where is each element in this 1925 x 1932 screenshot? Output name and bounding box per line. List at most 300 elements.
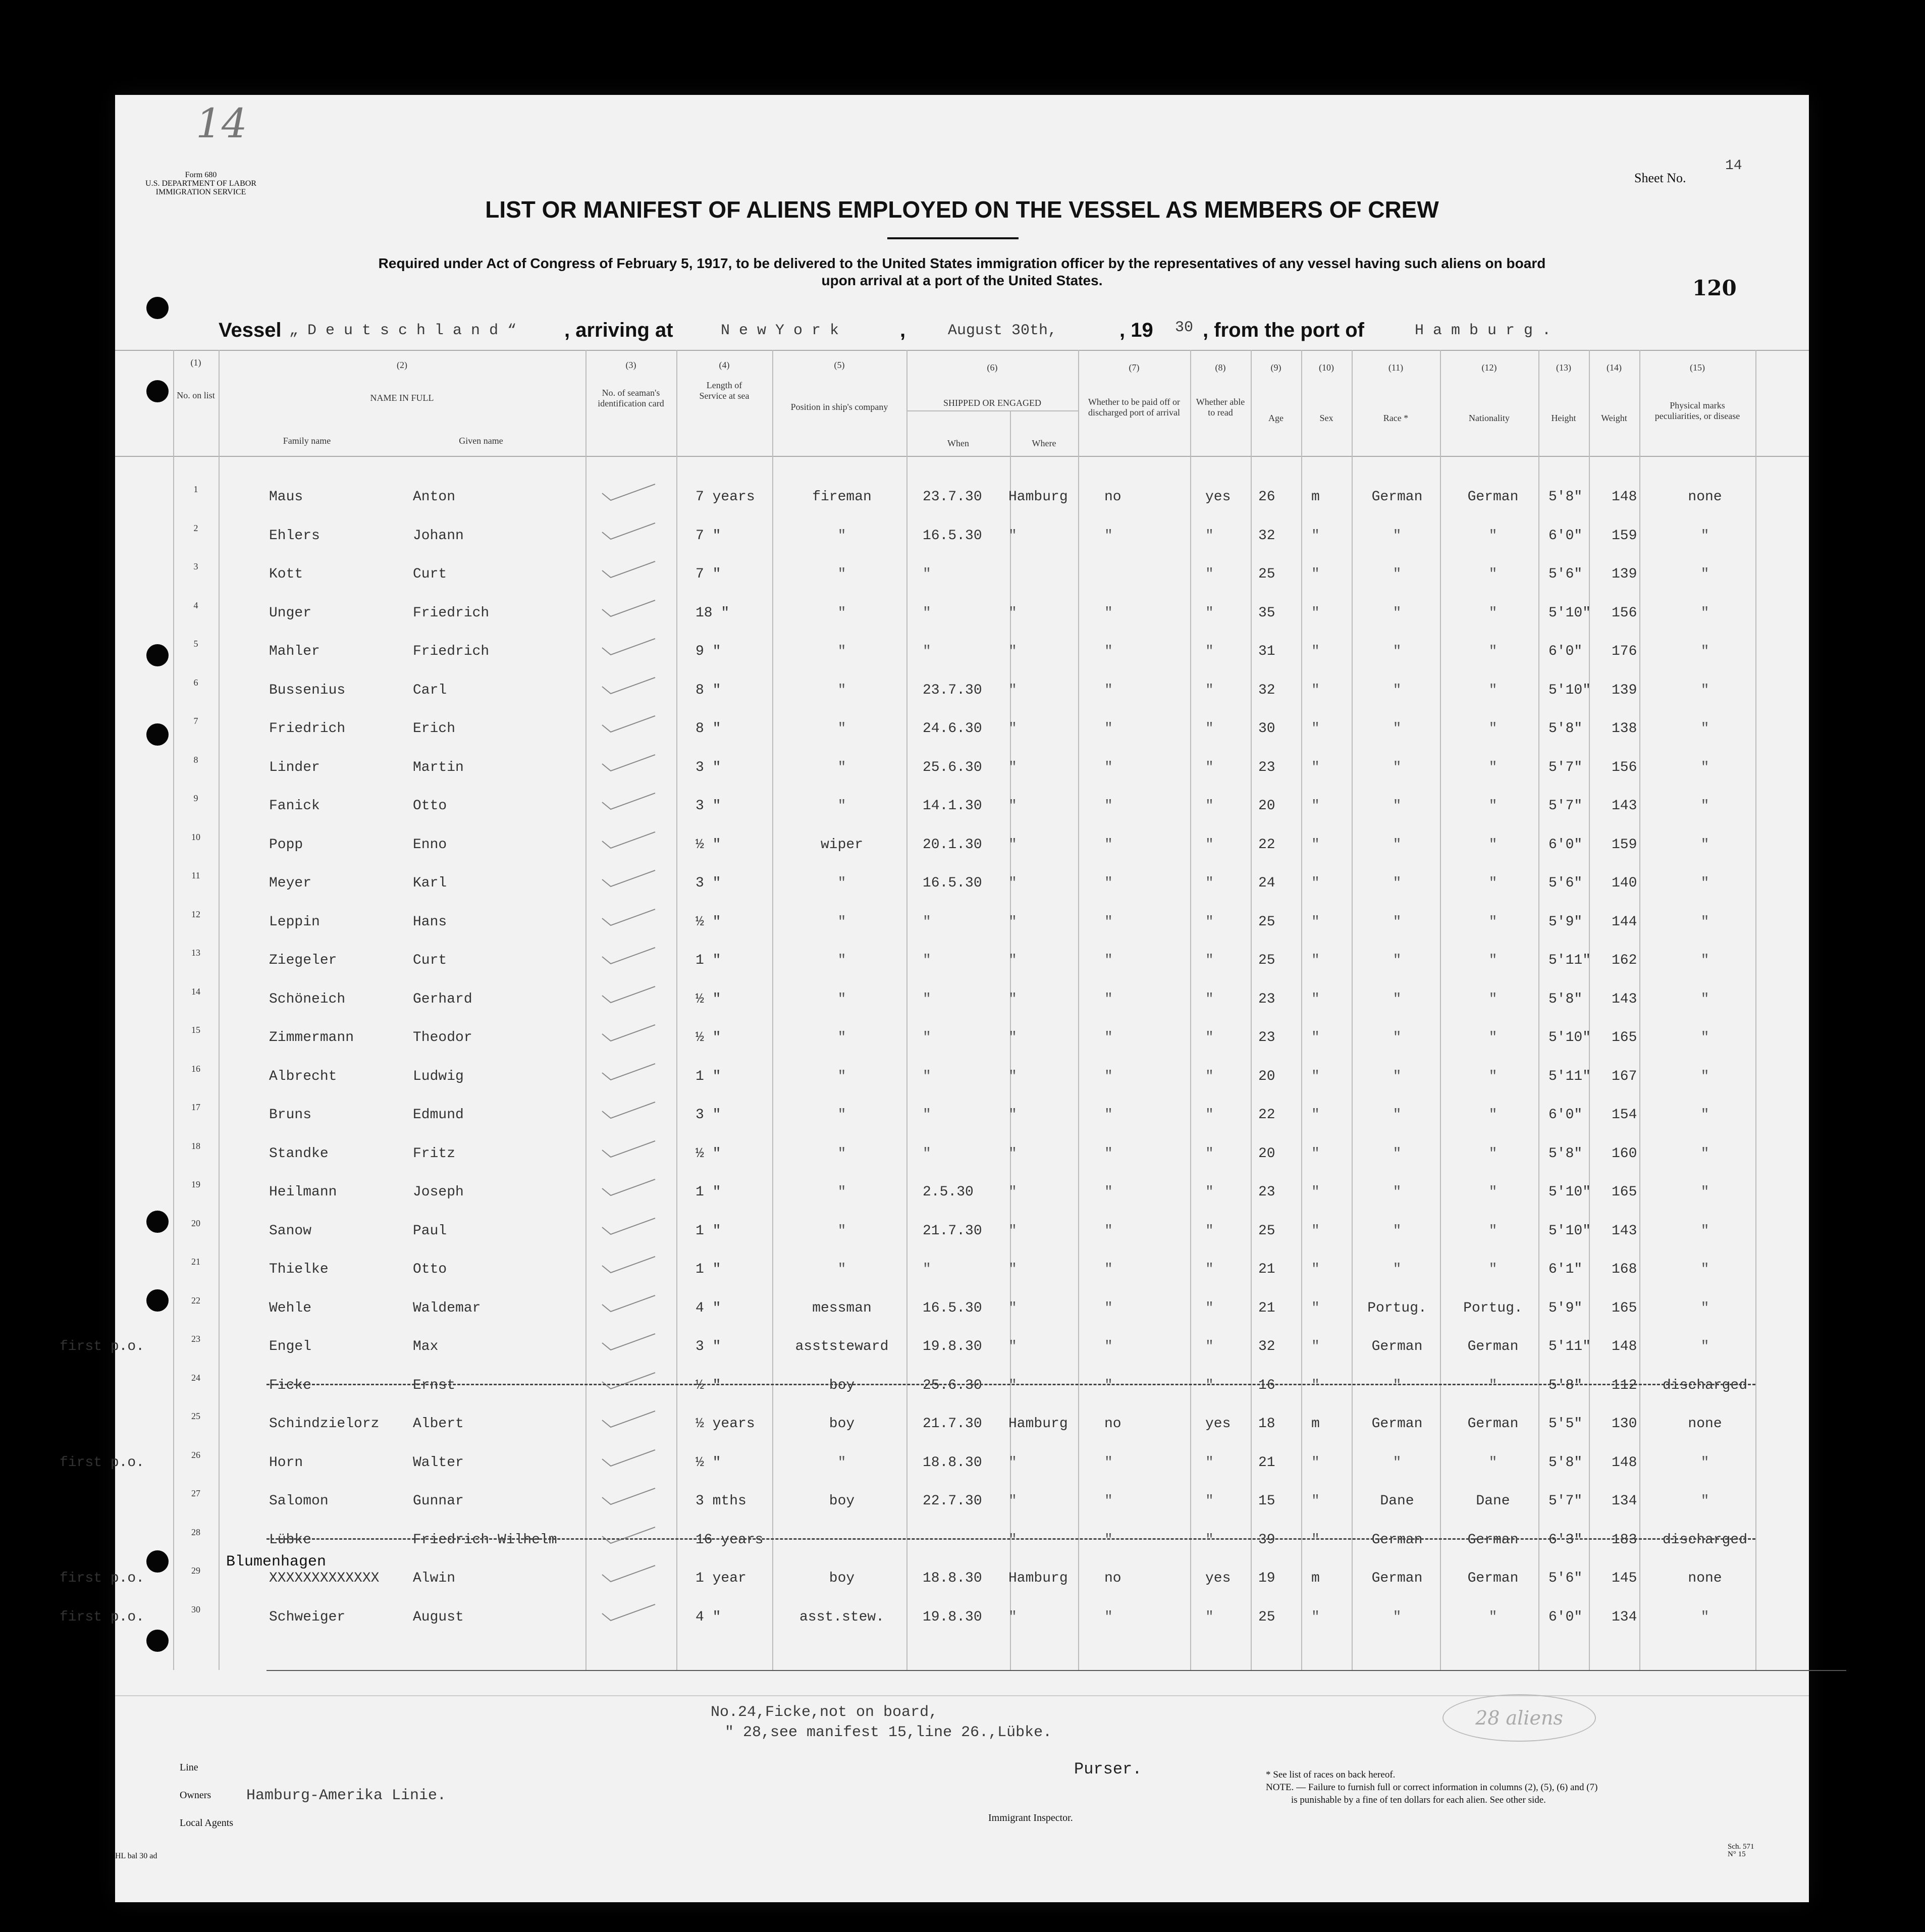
cell-where: " bbox=[1008, 759, 1017, 775]
crew-row bbox=[115, 1259, 1809, 1289]
handwritten-page-number: 14 bbox=[196, 100, 247, 147]
cell-paid: " bbox=[1104, 1030, 1113, 1046]
cell-family: Mahler bbox=[269, 644, 320, 659]
crew-row bbox=[60, 1604, 1809, 1637]
cell-paid: no bbox=[1104, 1416, 1121, 1432]
cell-height: 5'6" bbox=[1548, 1571, 1583, 1586]
cell-n: 5 bbox=[193, 639, 198, 649]
check-mark-icon bbox=[600, 1255, 660, 1275]
cell-given: Erich bbox=[413, 721, 456, 737]
cell-race: " bbox=[1393, 1107, 1402, 1123]
cell-race: " bbox=[1393, 759, 1402, 775]
printer-mark: HL bal 30 ad bbox=[115, 1852, 157, 1860]
cell-when: 16.5.30 bbox=[923, 875, 982, 891]
check-mark-icon bbox=[600, 830, 660, 850]
local-agents-label: Local Agents bbox=[180, 1817, 234, 1829]
cell-position: " bbox=[837, 1454, 846, 1471]
cell-n: 30 bbox=[191, 1604, 200, 1614]
cell-family: Wehle bbox=[269, 1300, 312, 1316]
cell-service: 3 " bbox=[696, 1339, 721, 1354]
cell-weight: 143 bbox=[1612, 1223, 1637, 1239]
cell-height: 6'0" bbox=[1548, 528, 1583, 544]
cell-paid: " bbox=[1104, 1532, 1113, 1548]
cell-where: " bbox=[1008, 1532, 1017, 1548]
cell-pre: first p.o. bbox=[60, 1609, 145, 1625]
cell-n: 9 bbox=[193, 793, 198, 803]
cell-read: yes bbox=[1205, 1416, 1231, 1432]
cell-where: " bbox=[1008, 1184, 1017, 1200]
cell-position: " bbox=[837, 528, 846, 544]
cell-read: " bbox=[1205, 566, 1214, 582]
cell-read: yes bbox=[1205, 1571, 1231, 1586]
cell-given: Friedrich Wilhelm bbox=[413, 1532, 557, 1548]
cell-position: " bbox=[837, 759, 846, 775]
cell-read: " bbox=[1205, 1609, 1214, 1625]
cell-sex: " bbox=[1311, 1377, 1320, 1393]
cell-given: Ludwig bbox=[413, 1068, 464, 1084]
cell-read: " bbox=[1205, 1223, 1214, 1239]
cell-given: Theodor bbox=[413, 1030, 472, 1046]
handwritten-alien-count: 28 aliens bbox=[1442, 1694, 1596, 1742]
cell-when: " bbox=[923, 644, 931, 659]
race-note: * See list of races on back hereof. bbox=[1266, 1769, 1396, 1780]
cell-when: 16.5.30 bbox=[923, 528, 982, 544]
check-mark-icon bbox=[600, 521, 660, 541]
cell-position: asst.stew. bbox=[799, 1609, 885, 1625]
cell-read: yes bbox=[1205, 489, 1231, 505]
cell-n: 13 bbox=[191, 948, 200, 958]
page-title: LIST OR MANIFEST OF ALIENS EMPLOYED ON THE VESSEL AS MEMBERS OF CREW bbox=[485, 196, 1439, 223]
crew-row bbox=[115, 1220, 1809, 1250]
cell-n: 25 bbox=[191, 1411, 200, 1421]
sheet-number: 14 bbox=[1725, 158, 1742, 174]
cell-n: 15 bbox=[191, 1025, 200, 1035]
given-name-header: Given name bbox=[459, 436, 503, 446]
cell-service: 16 years bbox=[696, 1532, 764, 1548]
cell-sex: " bbox=[1311, 1030, 1320, 1046]
cell-nat: Portug. bbox=[1463, 1300, 1523, 1316]
cell-race: " bbox=[1393, 1609, 1402, 1625]
crew-row bbox=[115, 872, 1809, 903]
cell-family: Fanick bbox=[269, 798, 320, 814]
crew-row bbox=[60, 1334, 1809, 1366]
cell-weight: 165 bbox=[1612, 1184, 1637, 1200]
col-7-number: (7) bbox=[1129, 362, 1140, 373]
cell-height: 6'3" bbox=[1548, 1532, 1583, 1548]
cell-paid: " bbox=[1104, 1377, 1113, 1393]
cell-family: Linder bbox=[269, 759, 320, 775]
cell-service: 3 " bbox=[696, 759, 721, 775]
cell-age: 25 bbox=[1258, 1223, 1275, 1239]
cell-nat: " bbox=[1488, 682, 1498, 698]
cell-position: asststeward bbox=[795, 1339, 889, 1354]
cell-service: 4 " bbox=[696, 1300, 721, 1316]
cell-height: 5'6" bbox=[1548, 566, 1583, 582]
cell-marks: " bbox=[1700, 682, 1709, 698]
cell-weight: 134 bbox=[1612, 1609, 1637, 1625]
crew-row bbox=[115, 1372, 1809, 1405]
crew-row bbox=[115, 988, 1809, 1019]
cell-height: 6'0" bbox=[1548, 1107, 1583, 1123]
cell-marks: " bbox=[1700, 798, 1709, 814]
check-mark-icon bbox=[600, 1371, 660, 1391]
cell-age: 23 bbox=[1258, 759, 1275, 775]
cell-weight: 143 bbox=[1612, 991, 1637, 1007]
cell-paid: " bbox=[1104, 605, 1113, 621]
cell-read: " bbox=[1205, 837, 1214, 853]
cell-race: " bbox=[1393, 875, 1402, 891]
cell-when: " bbox=[923, 991, 931, 1007]
check-mark-icon bbox=[600, 675, 660, 696]
cell-service: 3 " bbox=[696, 1107, 721, 1123]
cell-family: Engel bbox=[269, 1339, 312, 1354]
cell-sex: " bbox=[1311, 1068, 1320, 1084]
check-mark-icon bbox=[600, 791, 660, 811]
cell-family: Sanow bbox=[269, 1223, 312, 1239]
col-15-header: Physical marks peculiarities, or disease bbox=[1654, 400, 1740, 421]
cell-marks: " bbox=[1700, 1068, 1709, 1084]
cell-nat: German bbox=[1467, 1416, 1519, 1432]
crew-row bbox=[115, 602, 1809, 633]
check-mark-icon bbox=[600, 1023, 660, 1043]
cell-sex: " bbox=[1311, 1145, 1320, 1162]
cell-age: 20 bbox=[1258, 1145, 1275, 1162]
cell-height: 5'10" bbox=[1548, 605, 1591, 621]
cell-sex: " bbox=[1311, 1609, 1320, 1625]
cell-height: 6'0" bbox=[1548, 1609, 1583, 1625]
subtitle-1: Required under Act of Congress of February 5, 1917, to be delivered to the United States immigration officer by the representatives of any vessel having such aliens on board bbox=[378, 255, 1546, 271]
cell-sex: " bbox=[1311, 953, 1320, 968]
cell-paid: " bbox=[1104, 953, 1113, 968]
cell-weight: 165 bbox=[1612, 1300, 1637, 1316]
cell-service: ½ " bbox=[696, 1145, 721, 1162]
cell-weight: 140 bbox=[1612, 875, 1637, 891]
cell-height: 5'7" bbox=[1548, 759, 1583, 775]
strike-through-line bbox=[266, 1538, 1755, 1541]
col-10-number: (10) bbox=[1319, 362, 1334, 373]
cell-age: 25 bbox=[1258, 914, 1275, 930]
cell-family: Heilmann bbox=[269, 1184, 337, 1200]
crew-row bbox=[115, 1063, 1809, 1096]
cell-paid: " bbox=[1104, 1493, 1113, 1509]
cell-n: 20 bbox=[191, 1218, 200, 1228]
cell-marks: " bbox=[1700, 953, 1709, 968]
cell-family: Bussenius bbox=[269, 682, 346, 698]
crew-row bbox=[115, 525, 1809, 555]
cell-n: 26 bbox=[191, 1449, 200, 1460]
cell-weight: 145 bbox=[1612, 1571, 1637, 1586]
cell-read: " bbox=[1205, 798, 1214, 814]
cell-read: " bbox=[1205, 1454, 1214, 1471]
col-13-header: Height bbox=[1551, 413, 1576, 423]
inspector-label: Immigrant Inspector. bbox=[988, 1812, 1073, 1823]
cell-marks: none bbox=[1688, 1571, 1722, 1586]
arrival-date: August 30th, bbox=[948, 322, 1057, 339]
cell-marks: none bbox=[1688, 1416, 1722, 1432]
cell-position: " bbox=[837, 1262, 846, 1277]
cell-when: " bbox=[923, 566, 931, 582]
cell-n: 6 bbox=[193, 677, 198, 688]
cell-where: " bbox=[1008, 528, 1017, 544]
cell-sex: " bbox=[1311, 605, 1320, 621]
cell-nat: " bbox=[1488, 1030, 1498, 1046]
cell-marks: discharged bbox=[1662, 1532, 1748, 1548]
cell-pre: first p.o. bbox=[60, 1571, 145, 1586]
cell-read: " bbox=[1205, 1107, 1214, 1123]
cell-service: ½ " bbox=[696, 991, 721, 1007]
crew-table-body bbox=[60, 95, 1809, 1695]
cell-weight: 176 bbox=[1612, 644, 1637, 659]
cell-paid: " bbox=[1104, 1609, 1113, 1625]
cell-service: 9 " bbox=[696, 644, 721, 659]
cell-position: " bbox=[837, 1107, 846, 1123]
cell-paid: " bbox=[1104, 721, 1113, 737]
cell-sex: " bbox=[1311, 682, 1320, 698]
col-8-header: Whether able to read bbox=[1196, 397, 1245, 417]
cell-age: 26 bbox=[1258, 489, 1275, 505]
cell-nat: " bbox=[1488, 1609, 1498, 1625]
cell-height: 5'10" bbox=[1548, 1030, 1591, 1046]
cell-age: 35 bbox=[1258, 605, 1275, 621]
cell-family: Popp bbox=[269, 837, 303, 853]
cell-age: 23 bbox=[1258, 1184, 1275, 1200]
cell-n: 12 bbox=[191, 909, 200, 919]
cell-nat: " bbox=[1488, 953, 1498, 968]
stamp-number: 120 bbox=[1692, 276, 1737, 300]
cell-nat: Dane bbox=[1476, 1493, 1510, 1509]
cell-marks: " bbox=[1700, 1454, 1709, 1471]
cell-n: 8 bbox=[193, 754, 198, 765]
cell-height: 5'10" bbox=[1548, 1223, 1591, 1239]
cell-service: ½ years bbox=[696, 1416, 755, 1432]
cell-service: 3 mths bbox=[696, 1493, 746, 1509]
cell-read: " bbox=[1205, 682, 1214, 698]
cell-race: German bbox=[1371, 1416, 1423, 1432]
cell-where: " bbox=[1008, 991, 1017, 1007]
cell-service: 3 " bbox=[696, 875, 721, 891]
cell-service: ½ " bbox=[696, 837, 721, 853]
crew-row bbox=[115, 795, 1809, 825]
cell-service: 7 " bbox=[696, 566, 721, 582]
cell-given: Ernst bbox=[413, 1377, 456, 1393]
cell-age: 21 bbox=[1258, 1300, 1275, 1316]
cell-where: " bbox=[1008, 682, 1017, 698]
schedule-mark-2: N° 15 bbox=[1728, 1850, 1746, 1858]
cell-where: " bbox=[1008, 644, 1017, 659]
cell-position: " bbox=[837, 875, 846, 891]
cell-race: " bbox=[1393, 1068, 1402, 1084]
cell-weight: 154 bbox=[1612, 1107, 1637, 1123]
cell-family: Horn bbox=[269, 1454, 303, 1471]
cell-nat: " bbox=[1488, 605, 1498, 621]
cell-marks: " bbox=[1700, 759, 1709, 775]
cell-when: 22.7.30 bbox=[923, 1493, 982, 1509]
cell-race: " bbox=[1393, 914, 1402, 930]
cell-family: Ficke bbox=[269, 1377, 312, 1393]
cell-pre: first p.o. bbox=[60, 1339, 145, 1354]
cell-given: August bbox=[413, 1609, 464, 1625]
cell-marks: " bbox=[1700, 1609, 1709, 1625]
cell-where: " bbox=[1008, 721, 1017, 737]
check-mark-icon bbox=[600, 1062, 660, 1082]
check-mark-icon bbox=[600, 1486, 660, 1506]
cell-where: " bbox=[1008, 1339, 1017, 1354]
cell-nat: " bbox=[1488, 837, 1498, 853]
cell-height: 5'7" bbox=[1548, 798, 1583, 814]
cell-height: 5'11" bbox=[1548, 953, 1591, 968]
cell-family: XXXXXXXXXXXXX bbox=[269, 1571, 380, 1586]
cell-race: " bbox=[1393, 991, 1402, 1007]
cell-race: German bbox=[1371, 1532, 1423, 1548]
cell-nat: " bbox=[1488, 1454, 1498, 1471]
cell-nat: " bbox=[1488, 1107, 1498, 1123]
cell-service: 1 " bbox=[696, 1184, 721, 1200]
cell-given: Fritz bbox=[413, 1145, 456, 1162]
col-2-number: (2) bbox=[397, 360, 407, 370]
cell-when: 25.6.30 bbox=[923, 759, 982, 775]
cell-when: " bbox=[923, 1145, 931, 1162]
cell-age: 18 bbox=[1258, 1416, 1275, 1432]
cell-given: Alwin bbox=[413, 1571, 456, 1586]
note-line-1: No.24,Ficke,not on board, bbox=[711, 1704, 938, 1721]
strike-through-line bbox=[266, 1384, 1755, 1386]
cell-family: Ehlers bbox=[269, 528, 320, 544]
cell-n: 3 bbox=[193, 561, 198, 571]
year-value: 30 bbox=[1175, 319, 1194, 336]
cell-race: " bbox=[1393, 1262, 1402, 1277]
cell-service: 3 " bbox=[696, 798, 721, 814]
check-mark-icon bbox=[600, 1177, 660, 1197]
crew-row bbox=[60, 1449, 1809, 1482]
check-mark-icon bbox=[600, 1100, 660, 1120]
cell-given: Johann bbox=[413, 528, 464, 544]
cell-when: " bbox=[923, 1107, 931, 1123]
penalty-note-2: is punishable by a fine of ten dollars for each alien. See other side. bbox=[1291, 1795, 1546, 1805]
cell-n: 27 bbox=[191, 1488, 200, 1498]
cell-given: Enno bbox=[413, 837, 447, 853]
cell-paid: " bbox=[1104, 837, 1113, 853]
cell-position: " bbox=[837, 682, 846, 698]
cell-given: Carl bbox=[413, 682, 447, 698]
cell-read: " bbox=[1205, 875, 1214, 891]
cell-n: 17 bbox=[191, 1102, 200, 1112]
cell-nat: " bbox=[1488, 991, 1498, 1007]
col-12-number: (12) bbox=[1481, 362, 1497, 373]
cell-race: " bbox=[1393, 1184, 1402, 1200]
cell-service: ½ " bbox=[696, 914, 721, 930]
cell-marks: " bbox=[1700, 875, 1709, 891]
cell-when: 20.1.30 bbox=[923, 837, 982, 853]
cell-nat: German bbox=[1467, 1571, 1519, 1586]
cell-when: 14.1.30 bbox=[923, 798, 982, 814]
col-9-number: (9) bbox=[1270, 362, 1281, 373]
cell-when: " bbox=[923, 1262, 931, 1277]
line-label: Line bbox=[180, 1762, 198, 1773]
cell-sex: " bbox=[1311, 1300, 1320, 1316]
cell-paid: " bbox=[1104, 1107, 1113, 1123]
cell-given: Walter bbox=[413, 1454, 464, 1471]
cell-age: 32 bbox=[1258, 1339, 1275, 1354]
form-id: Form 680 U.S. DEPARTMENT OF LABOR IMMIGRATION SERVICE bbox=[145, 171, 256, 196]
cell-family: Kott bbox=[269, 566, 303, 582]
cell-given: Max bbox=[413, 1339, 439, 1354]
check-mark-icon bbox=[600, 1409, 660, 1429]
cell-n: 11 bbox=[191, 870, 200, 880]
cell-sex: m bbox=[1311, 1416, 1320, 1432]
cell-service: 1 " bbox=[696, 1068, 721, 1084]
cell-when: 19.8.30 bbox=[923, 1339, 982, 1354]
cell-when: " bbox=[923, 1030, 931, 1046]
col-3-header: No. of seaman's identification card bbox=[598, 388, 664, 408]
cell-marks: " bbox=[1700, 1145, 1709, 1162]
cell-paid: " bbox=[1104, 1223, 1113, 1239]
cell-paid: " bbox=[1104, 644, 1113, 659]
check-mark-icon bbox=[600, 984, 660, 1005]
cell-paid: no bbox=[1104, 489, 1121, 505]
cell-n: 7 bbox=[193, 716, 198, 726]
cell-n: 14 bbox=[191, 986, 200, 997]
cell-race: " bbox=[1393, 528, 1402, 544]
note-line-2: " 28,see manifest 15,line 26.,Lübke. bbox=[725, 1724, 1052, 1741]
cell-read: " bbox=[1205, 1068, 1214, 1084]
cell-height: 5'8" bbox=[1548, 489, 1583, 505]
cell-age: 22 bbox=[1258, 1107, 1275, 1123]
cell-when: 21.7.30 bbox=[923, 1416, 982, 1432]
col-5-number: (5) bbox=[834, 360, 845, 370]
cell-marks: " bbox=[1700, 1300, 1709, 1316]
cell-given: Otto bbox=[413, 798, 447, 814]
vessel-label: Vessel bbox=[219, 319, 282, 341]
cell-given: Curt bbox=[413, 566, 447, 582]
cell-given: Martin bbox=[413, 759, 464, 775]
cell-nat: " bbox=[1488, 1184, 1498, 1200]
check-mark-icon bbox=[600, 637, 660, 657]
cell-position: boy bbox=[829, 1493, 855, 1509]
cell-read: " bbox=[1205, 1184, 1214, 1200]
cell-family: Schindzielorz bbox=[269, 1416, 380, 1432]
cell-age: 20 bbox=[1258, 798, 1275, 814]
cell-family: Leppin bbox=[269, 914, 320, 930]
footer-rule bbox=[115, 1695, 1809, 1696]
crew-row bbox=[115, 641, 1809, 671]
cell-weight: 148 bbox=[1612, 1339, 1637, 1354]
cell-height: 5'8" bbox=[1548, 1454, 1583, 1471]
cell-height: 5'7" bbox=[1548, 1493, 1583, 1509]
cell-position: boy bbox=[829, 1416, 855, 1432]
cell-weight: 162 bbox=[1612, 953, 1637, 968]
cell-sex: " bbox=[1311, 528, 1320, 544]
cell-sex: " bbox=[1311, 991, 1320, 1007]
cell-given: Gunnar bbox=[413, 1493, 464, 1509]
cell-read: " bbox=[1205, 1377, 1214, 1393]
cell-weight: 167 bbox=[1612, 1068, 1637, 1084]
cell-nat: " bbox=[1488, 566, 1498, 582]
cell-weight: 139 bbox=[1612, 566, 1637, 582]
cell-sex: " bbox=[1311, 759, 1320, 775]
cell-family: Schöneich bbox=[269, 991, 346, 1007]
cell-where: " bbox=[1008, 798, 1017, 814]
cell-weight: 143 bbox=[1612, 798, 1637, 814]
owners-label: Owners bbox=[180, 1790, 211, 1801]
cell-nat: " bbox=[1488, 1145, 1498, 1162]
cell-pre: first p.o. bbox=[60, 1454, 145, 1471]
cell-read: " bbox=[1205, 991, 1214, 1007]
cell-family: Friedrich bbox=[269, 721, 346, 737]
crew-row bbox=[115, 677, 1809, 710]
cell-where: " bbox=[1008, 914, 1017, 930]
cell-paid: " bbox=[1104, 682, 1113, 698]
cell-height: 5'8" bbox=[1548, 1377, 1583, 1393]
